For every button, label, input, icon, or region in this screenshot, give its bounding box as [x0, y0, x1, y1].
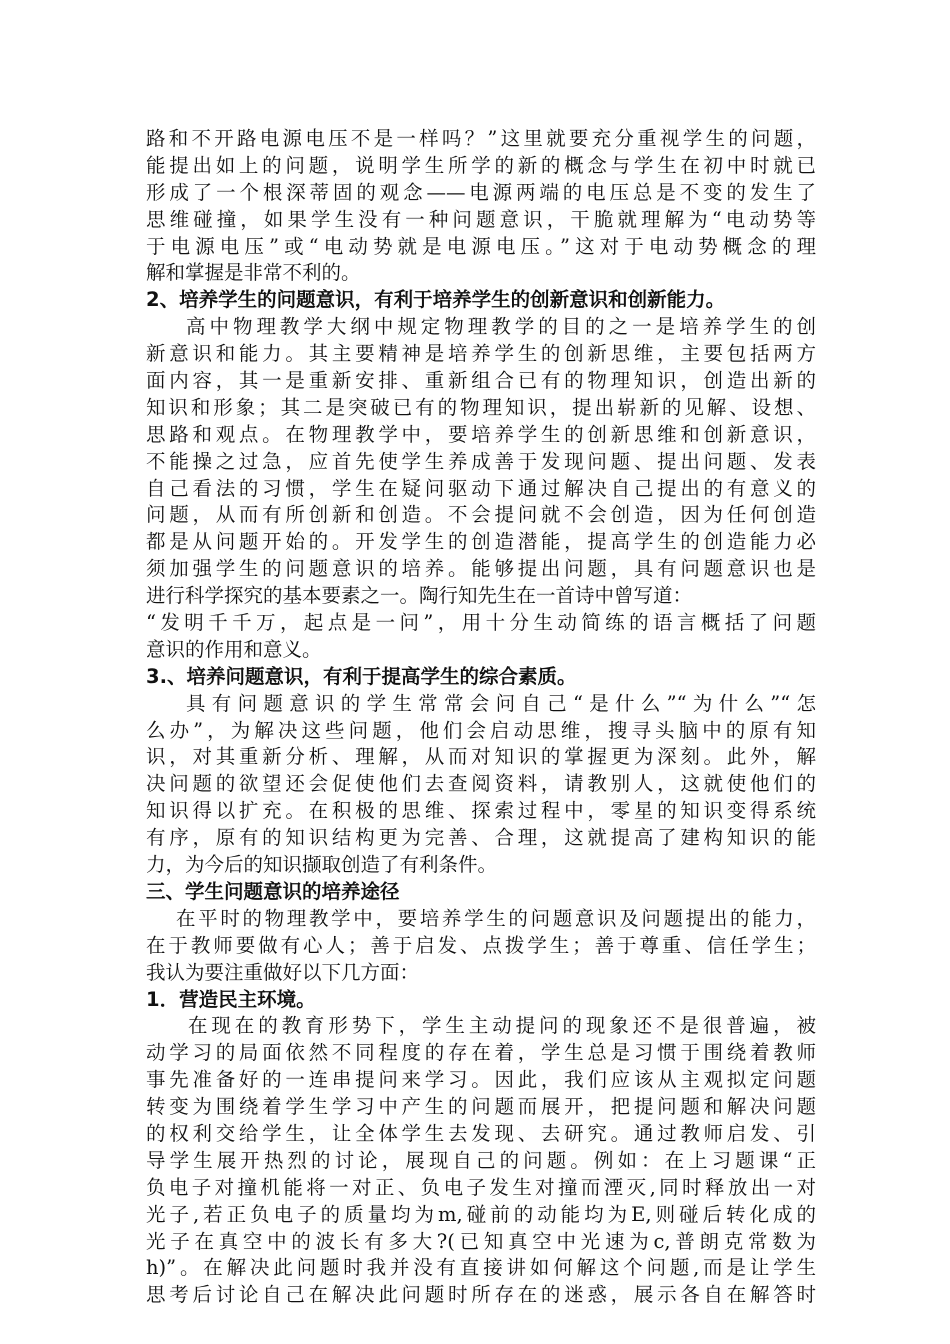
- text-line: 高中物理教学大纲中规定物理教学的目的之一是培养学生的创: [186, 315, 816, 339]
- text-line: “发明千千万，起点是一问”，用十分生动简练的语言概括了问题: [146, 611, 816, 635]
- text-line: 自己看法的习惯，学生在疑问驱动下通过解决自己提出的有意义的: [146, 476, 816, 500]
- section-heading: 3.、培养问题意识，有利于提高学生的综合素质。: [146, 664, 577, 688]
- text-line: 问题，从而有所创新和创造。不会提问就不会创造，因为任何创造: [146, 503, 816, 527]
- text-line: 新意识和能力。其主要精神是培养学生的创新思维，主要包括两方: [146, 342, 816, 366]
- text-line: 在平时的物理教学中，要培养学生的问题意识及问题提出的能力，: [176, 906, 816, 930]
- text-line: 光子,若正负电子的质量均为m,碰前的动能均为E,则碰后转化成的: [146, 1202, 816, 1226]
- text-line: 转变为围绕着学生学习中产生的问题而展开，把提问题和解决问题: [146, 1095, 816, 1119]
- text-line: 面内容，其一是重新安排、重新组合已有的物理知识，创造出新的: [146, 369, 816, 393]
- text-line: 路和不开路电源电压不是一样吗？”这里就要充分重视学生的问题，: [146, 127, 816, 150]
- text-line: 能提出如上的问题，说明学生所学的新的概念与学生在初中时就已: [146, 153, 816, 177]
- text-line: 形成了一个根深蒂固的观念——电源两端的电压总是不变的发生了: [146, 180, 816, 204]
- text-line: 思考后讨论自己在解决此问题时所存在的迷惑，展示各自在解答时: [146, 1283, 816, 1307]
- text-line: 知识和形象；其二是突破已有的物理知识，提出崭新的见解、设想、: [146, 395, 816, 419]
- text-line: 进行科学探究的基本要素之一。陶行知先生在一首诗中曾写道：: [146, 584, 693, 608]
- text-line: 知识得以扩充。在积极的思维、探索过程中，零星的知识变得系统: [146, 799, 816, 823]
- text-line: 决问题的欲望还会促使他们去查阅资料，请教别人，这就使他们的: [146, 772, 816, 796]
- text-line: h)”。在解决此问题时我并没有直接讲如何解这个问题,而是让学生: [146, 1256, 816, 1280]
- text-line: 思维碰撞，如果学生没有一种问题意识，干脆就理解为“电动势等: [146, 207, 816, 231]
- text-line: 在于教师要做有心人；善于启发、点拨学生；善于尊重、信任学生；: [146, 933, 816, 957]
- text-line: 负电子对撞机能将一对正、负电子发生对撞而湮灭,同时释放出一对: [146, 1175, 816, 1199]
- text-line: 意识的作用和意义。: [146, 637, 322, 661]
- section-heading: 2、培养学生的问题意识，有利于培养学生的创新意识和创新能力。: [146, 288, 726, 312]
- text-line: 具有问题意识的学生常常会问自己“是什么”“为什么”“怎: [186, 691, 816, 715]
- text-line: 光子在真空中的波长有多大?(已知真空中光速为c,普朗克常数为: [146, 1229, 816, 1253]
- document-body: [146, 126, 816, 1309]
- text-line: 的权利交给学生，让全体学生去发现、去研究。通过教师启发、引: [146, 1121, 816, 1145]
- text-line: 在现在的教育形势下，学生主动提问的现象还不是很普遍，被: [188, 1014, 816, 1038]
- text-line: 不能操之过急，应首先使学生养成善于发现问题、提出问题、发表: [146, 449, 816, 473]
- text-line: 须加强学生的问题意识的培养。能够提出问题，具有问题意识也是: [146, 557, 816, 581]
- section-heading: 三、学生问题意识的培养途径: [146, 879, 400, 903]
- text-line: 识，对其重新分析、理解，从而对知识的掌握更为深刻。此外，解: [146, 745, 816, 769]
- section-heading: 1．营造民主环境。: [146, 987, 316, 1011]
- text-line: 事先准备好的一连串提问来学习。因此，我们应该从主观拟定问题: [146, 1068, 816, 1092]
- text-line: 都是从问题开始的。开发学生的创造潜能，提高学生的创造能力必: [146, 530, 816, 554]
- text-line: 解和掌握是非常不利的。: [146, 261, 361, 285]
- text-line: 力，为今后的知识撷取创造了有利条件。: [146, 853, 498, 877]
- text-line: 思路和观点。在物理教学中，要培养学生的创新思维和创新意识，: [146, 422, 816, 446]
- text-line: 我认为要注重做好以下几方面：: [146, 960, 420, 984]
- text-line: 么办”，为解决这些问题，他们会启动思维，搜寻头脑中的原有知: [146, 718, 816, 742]
- text-line: 有序，原有的知识结构更为完善、合理，这就提高了建构知识的能: [146, 826, 816, 850]
- text-line: 导学生展开热烈的讨论，展现自己的问题。例如：在上习题课“正: [146, 1148, 816, 1172]
- text-line: 动学习的局面依然不同程度的存在着，学生总是习惯于围绕着教师: [146, 1041, 816, 1065]
- text-line: 于电源电压”或“电动势就是电源电压。”这对于电动势概念的理: [146, 234, 816, 258]
